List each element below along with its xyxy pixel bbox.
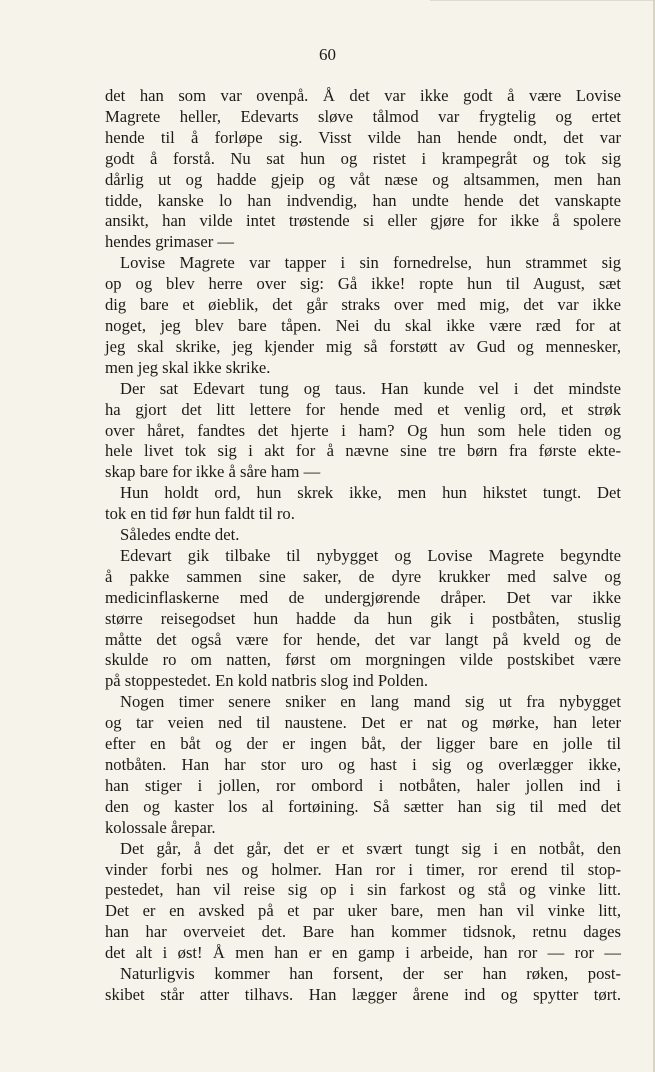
text-line: medicinflaskerne med de undergjørende dråper. Det var ikke: [105, 587, 621, 607]
text-line: på stoppestedet. En kold natbris slog ind Polden.: [105, 671, 429, 691]
text-line: Der sat Edevart tung og taus. Han kunde vel i det mindste: [120, 378, 621, 398]
text-line: han stiger i jollen, ror ombord i notbåten, haler jollen ind i: [105, 775, 621, 795]
text-line: pestedet, han vil reise sig op i sin farkost og stå og vinke litt.: [105, 880, 621, 900]
page-number: 60: [319, 45, 336, 64]
text-line: dårlig ut og hadde gjeip og våt næse og altsammen, men han: [105, 169, 621, 189]
text-line: og tar veien ned til naustene. Det er nat og mørke, han leter: [105, 713, 621, 733]
text-line: hendes grimaser —: [105, 232, 235, 252]
text-line: men jeg skal ikke skrike.: [105, 357, 271, 377]
text-line: Edevart gik tilbake til nybygget og Lovise Magrete begyndte: [120, 545, 621, 565]
text-line: dig bare et øieblik, det går straks over med mig, det var ikke: [105, 295, 621, 315]
text-line: vinder forbi nes og holmer. Han ror i timer, ror erend til stop-: [105, 859, 621, 879]
text-line: hele livet tok sig i akt for å nævne sine tre børn fra første ekte-: [105, 441, 621, 461]
text-line: op og blev herre over sig: Gå ikke! ropte hun til August, sæt: [105, 274, 621, 294]
text-line: Det er en avsked på et par uker bare, men han vil vinke litt,: [105, 901, 621, 921]
text-line: Nogen timer senere sniker en lang mand sig ut fra nybygget: [120, 692, 621, 712]
text-line: tok en tid før hun faldt til ro.: [105, 504, 295, 524]
text-line: Således endte det.: [120, 525, 240, 545]
body-text: [105, 86, 621, 1006]
text-line: det han som var ovenpå. Å det var ikke godt å være Lovise: [105, 86, 621, 105]
text-line: Det går, å det går, det er et svært tungt sig i en notbåt, den: [120, 838, 621, 858]
text-line: noget, jeg blev bare tåpen. Nei du skal ikke være ræd for at: [105, 315, 621, 335]
text-line: skulde ro om natten, først om morgningen vilde postskibet være: [105, 650, 621, 670]
page-top-edge: [430, 0, 655, 1]
text-line: efter en båt og der er ingen båt, der ligger bare en jolle til: [105, 734, 621, 754]
text-line: å pakke sammen sine saker, de dyre krukker med salve og: [105, 566, 621, 586]
text-line: ha gjort det litt lettere for hende med et venlig ord, et strøk: [105, 399, 621, 419]
text-line: det alt i øst! Å men han er en gamp i arbeide, han ror — ror —: [105, 943, 621, 963]
text-line: Magrete heller, Edevarts sløve tålmod var frygtelig og ertet: [105, 106, 621, 126]
text-line: kolossale årepar.: [105, 817, 216, 837]
text-line: skap bare for ikke å såre ham —: [105, 462, 321, 482]
text-line: han har overveiet det. Bare han kommer tidsnok, retnu dages: [105, 922, 621, 942]
text-line: Naturligvis kommer han forsent, der ser han røken, post-: [120, 964, 621, 984]
text-line: ansikt, han vilde intet trøstende si eller gjøre for ikke å spolere: [105, 211, 621, 231]
text-line: notbåten. Han har stor uro og hast i sig og overlægger ikke,: [105, 755, 621, 774]
text-line: hende til å forløpe sig. Visst vilde han hende ondt, det var: [105, 127, 621, 147]
text-line: over håret, fandtes det hjerte i ham? Og hun som hele tiden og: [105, 420, 621, 440]
text-line: skibet står atter tilhavs. Han lægger årene ind og spytter tørt.: [105, 984, 621, 1004]
text-line: måtte det også være for hende, det var langt på kveld og de: [105, 629, 621, 649]
text-line: Hun holdt ord, hun skrek ikke, men hun hikstet tungt. Det: [120, 483, 621, 503]
text-line: den og kaster los al fortøining. Så sætter han sig til med det: [105, 796, 621, 816]
text-line: jeg skal skrike, jeg kjender mig så forstøtt av Gud og mennesker,: [105, 336, 621, 356]
text-line: tidde, kanske lo han indvendig, han undte hende det vanskapte: [105, 190, 621, 210]
text-line: godt å forstå. Nu sat hun og ristet i krampegråt og tok sig: [105, 148, 621, 168]
text-line: Lovise Magrete var tapper i sin fornedrelse, hun strammet sig: [120, 253, 621, 273]
text-line: større reisegodset hun hadde da hun gik i postbåten, stuslig: [105, 608, 621, 628]
